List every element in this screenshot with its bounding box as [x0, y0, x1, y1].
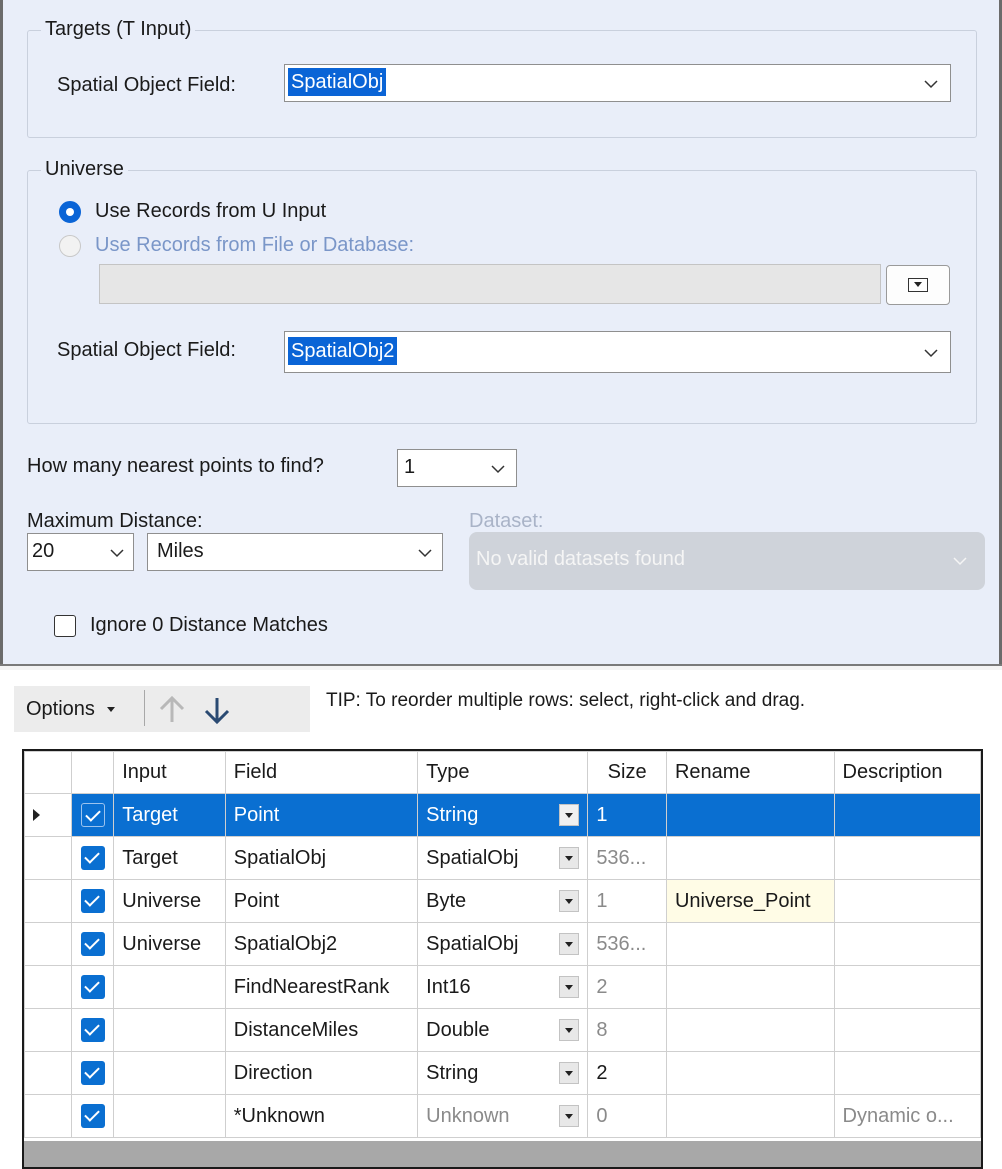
cell-size[interactable]: 8 — [588, 1009, 667, 1052]
options-menu-button[interactable] — [26, 698, 115, 721]
table-row[interactable] — [25, 1052, 981, 1095]
type-value: SpatialObj — [426, 932, 519, 955]
targets-legend: Targets (T Input) — [41, 18, 195, 41]
cell-description[interactable]: Dynamic o... — [834, 1095, 981, 1138]
grid-footer-area — [24, 1141, 983, 1169]
universe-field-label: Spatial Object Field: — [57, 339, 236, 361]
row-checkbox-cell[interactable] — [72, 1009, 114, 1052]
table-row[interactable] — [25, 923, 981, 966]
cell-description[interactable] — [834, 923, 981, 966]
row-checkbox-cell[interactable] — [72, 1095, 114, 1138]
cell-rename[interactable] — [666, 837, 834, 880]
radio-file-database[interactable] — [59, 235, 81, 257]
universe-legend: Universe — [41, 158, 128, 181]
cell-type[interactable] — [418, 1095, 588, 1138]
type-value: Byte — [426, 889, 467, 912]
cell-field[interactable]: SpatialObj — [225, 837, 417, 880]
row-checkbox-cell[interactable] — [72, 966, 114, 1009]
cell-size[interactable]: 2 — [588, 1052, 667, 1095]
cell-description[interactable] — [834, 966, 981, 1009]
chevron-down-icon — [949, 550, 971, 572]
ignore-zero-distance-label[interactable]: Ignore 0 Distance Matches — [90, 614, 328, 636]
cell-description[interactable] — [834, 837, 981, 880]
table-row[interactable] — [25, 1009, 981, 1052]
row-checkbox-cell[interactable] — [72, 880, 114, 923]
cell-rename[interactable] — [666, 966, 834, 1009]
table-row[interactable] — [25, 966, 981, 1009]
folder-dropdown-icon — [908, 278, 928, 292]
nearest-points-value: 1 — [404, 456, 416, 478]
max-distance-unit-combo[interactable] — [147, 533, 443, 571]
row-checkbox[interactable] — [81, 932, 105, 956]
row-checkbox[interactable] — [81, 846, 105, 870]
type-dropdown-button[interactable] — [559, 976, 579, 998]
row-checkbox[interactable] — [81, 975, 105, 999]
cell-size[interactable]: 1 — [588, 880, 667, 923]
cell-type[interactable] — [418, 1009, 588, 1052]
cell-field[interactable]: DistanceMiles — [225, 1009, 417, 1052]
arrow-down-icon — [201, 694, 233, 726]
cell-description[interactable] — [834, 794, 981, 837]
cell-rename[interactable] — [666, 1095, 834, 1138]
targets-field-label: Spatial Object Field: — [57, 74, 236, 96]
row-selector[interactable] — [25, 966, 72, 1009]
cell-size[interactable]: 2 — [588, 966, 667, 1009]
checkbox-header — [72, 752, 114, 794]
cell-type[interactable] — [418, 880, 588, 923]
cell-type[interactable] — [418, 923, 588, 966]
chevron-down-icon — [487, 458, 509, 480]
row-checkbox-cell[interactable] — [72, 1052, 114, 1095]
cell-input[interactable] — [114, 966, 226, 1009]
radio-file-database-label[interactable]: Use Records from File or Database: — [95, 234, 415, 256]
header-description[interactable]: Description — [834, 752, 981, 794]
nearest-points-label: How many nearest points to find? — [27, 455, 324, 477]
row-selector[interactable] — [25, 1052, 72, 1095]
radio-u-input[interactable] — [59, 201, 81, 223]
row-selector[interactable] — [25, 923, 72, 966]
cell-type[interactable] — [418, 837, 588, 880]
cell-field[interactable]: *Unknown — [225, 1095, 417, 1138]
table-row[interactable] — [25, 880, 981, 923]
row-selector[interactable] — [25, 1009, 72, 1052]
max-distance-unit: Miles — [157, 540, 204, 562]
cell-input[interactable]: Universe — [114, 923, 226, 966]
arrow-up-icon — [156, 694, 188, 726]
cell-size[interactable]: 536... — [588, 923, 667, 966]
cell-rename[interactable] — [666, 1009, 834, 1052]
reorder-tip: TIP: To reorder multiple rows: select, right-click and drag. — [326, 690, 806, 711]
targets-field-value: SpatialObj — [288, 68, 386, 96]
header-rename[interactable]: Rename — [666, 752, 834, 794]
cell-size[interactable]: 1 — [588, 794, 667, 837]
row-checkbox[interactable] — [81, 889, 105, 913]
row-selector-header — [25, 752, 72, 794]
chevron-down-icon — [106, 542, 128, 564]
max-distance-label: Maximum Distance: — [27, 510, 203, 532]
max-distance-value: 20 — [32, 540, 55, 562]
type-value: Double — [426, 1018, 490, 1041]
chevron-down-icon — [920, 73, 942, 95]
row-selector[interactable] — [25, 1095, 72, 1138]
type-value: SpatialObj — [426, 846, 519, 869]
cell-size[interactable]: 536... — [588, 837, 667, 880]
cell-input[interactable] — [114, 1052, 226, 1095]
row-checkbox[interactable] — [81, 1061, 105, 1085]
caret-down-icon — [107, 707, 115, 712]
cell-description[interactable] — [834, 1052, 981, 1095]
cell-rename[interactable] — [666, 794, 834, 837]
row-checkbox-cell[interactable] — [72, 837, 114, 880]
dataset-combo[interactable] — [469, 532, 985, 590]
row-checkbox[interactable] — [81, 1104, 105, 1128]
type-value: Int16 — [426, 975, 471, 998]
cell-rename[interactable]: Universe_Point — [666, 880, 834, 923]
cell-field[interactable]: Point — [225, 794, 417, 837]
header-field[interactable]: Field — [225, 752, 417, 794]
table-row[interactable] — [25, 794, 981, 837]
row-checkbox-cell[interactable] — [72, 794, 114, 837]
cell-field[interactable]: Direction — [225, 1052, 417, 1095]
file-path-input[interactable] — [99, 264, 881, 304]
max-distance-value-combo[interactable] — [27, 533, 134, 571]
cell-input[interactable]: Target — [114, 837, 226, 880]
row-checkbox[interactable] — [81, 1018, 105, 1042]
universe-field-value: SpatialObj2 — [288, 337, 397, 365]
universe-field-combo[interactable] — [284, 331, 951, 373]
cell-field[interactable]: SpatialObj2 — [225, 923, 417, 966]
chevron-down-icon — [920, 342, 942, 364]
type-dropdown-button[interactable] — [559, 1062, 579, 1084]
header-row — [25, 752, 981, 794]
dataset-label: Dataset: — [469, 510, 544, 532]
radio-u-input-label[interactable]: Use Records from U Input — [95, 200, 327, 222]
cell-field[interactable]: FindNearestRank — [225, 966, 417, 1009]
row-selector[interactable] — [25, 794, 72, 837]
header-type[interactable]: Type — [418, 752, 588, 794]
table-row[interactable] — [25, 837, 981, 880]
type-dropdown-button[interactable] — [559, 1019, 579, 1041]
field-grid — [22, 749, 983, 1169]
move-down-button[interactable] — [201, 694, 233, 726]
browse-folder-button[interactable] — [886, 265, 950, 305]
nearest-points-combo[interactable] — [397, 449, 517, 487]
cell-input[interactable]: Target — [114, 794, 226, 837]
field-table — [24, 751, 981, 1138]
cell-rename[interactable] — [666, 1052, 834, 1095]
cell-size[interactable]: 0 — [588, 1095, 667, 1138]
header-size[interactable]: Size — [588, 752, 667, 794]
cell-field[interactable]: Point — [225, 880, 417, 923]
cell-type[interactable] — [418, 1052, 588, 1095]
cell-input[interactable] — [114, 1095, 226, 1138]
row-checkbox[interactable] — [81, 803, 105, 827]
type-value: String — [426, 803, 479, 826]
dataset-placeholder: No valid datasets found — [476, 548, 686, 570]
cell-type[interactable] — [418, 794, 588, 837]
row-selector[interactable] — [25, 880, 72, 923]
targets-field-combo[interactable] — [284, 64, 951, 102]
type-dropdown-button[interactable] — [559, 1105, 579, 1127]
current-row-arrow-icon — [33, 809, 40, 821]
type-value: Unknown — [426, 1104, 510, 1127]
toolbar-separator — [144, 690, 145, 726]
row-selector[interactable] — [25, 837, 72, 880]
cell-input[interactable] — [114, 1009, 226, 1052]
row-checkbox-cell[interactable] — [72, 923, 114, 966]
type-dropdown-button[interactable] — [559, 933, 579, 955]
move-up-button[interactable] — [156, 694, 188, 726]
type-dropdown-button[interactable] — [559, 847, 579, 869]
cell-description[interactable] — [834, 1009, 981, 1052]
type-dropdown-button[interactable] — [559, 804, 579, 826]
chevron-down-icon — [414, 542, 436, 564]
ignore-zero-distance-checkbox[interactable] — [54, 615, 76, 637]
table-row[interactable] — [25, 1095, 981, 1138]
header-input[interactable]: Input — [114, 752, 226, 794]
cell-type[interactable] — [418, 966, 588, 1009]
cell-input[interactable]: Universe — [114, 880, 226, 923]
options-label: Options — [26, 698, 95, 720]
cell-description[interactable] — [834, 880, 981, 923]
type-value: String — [426, 1061, 479, 1084]
cell-rename[interactable] — [666, 923, 834, 966]
type-dropdown-button[interactable] — [559, 890, 579, 912]
panel-border-left — [0, 0, 3, 664]
